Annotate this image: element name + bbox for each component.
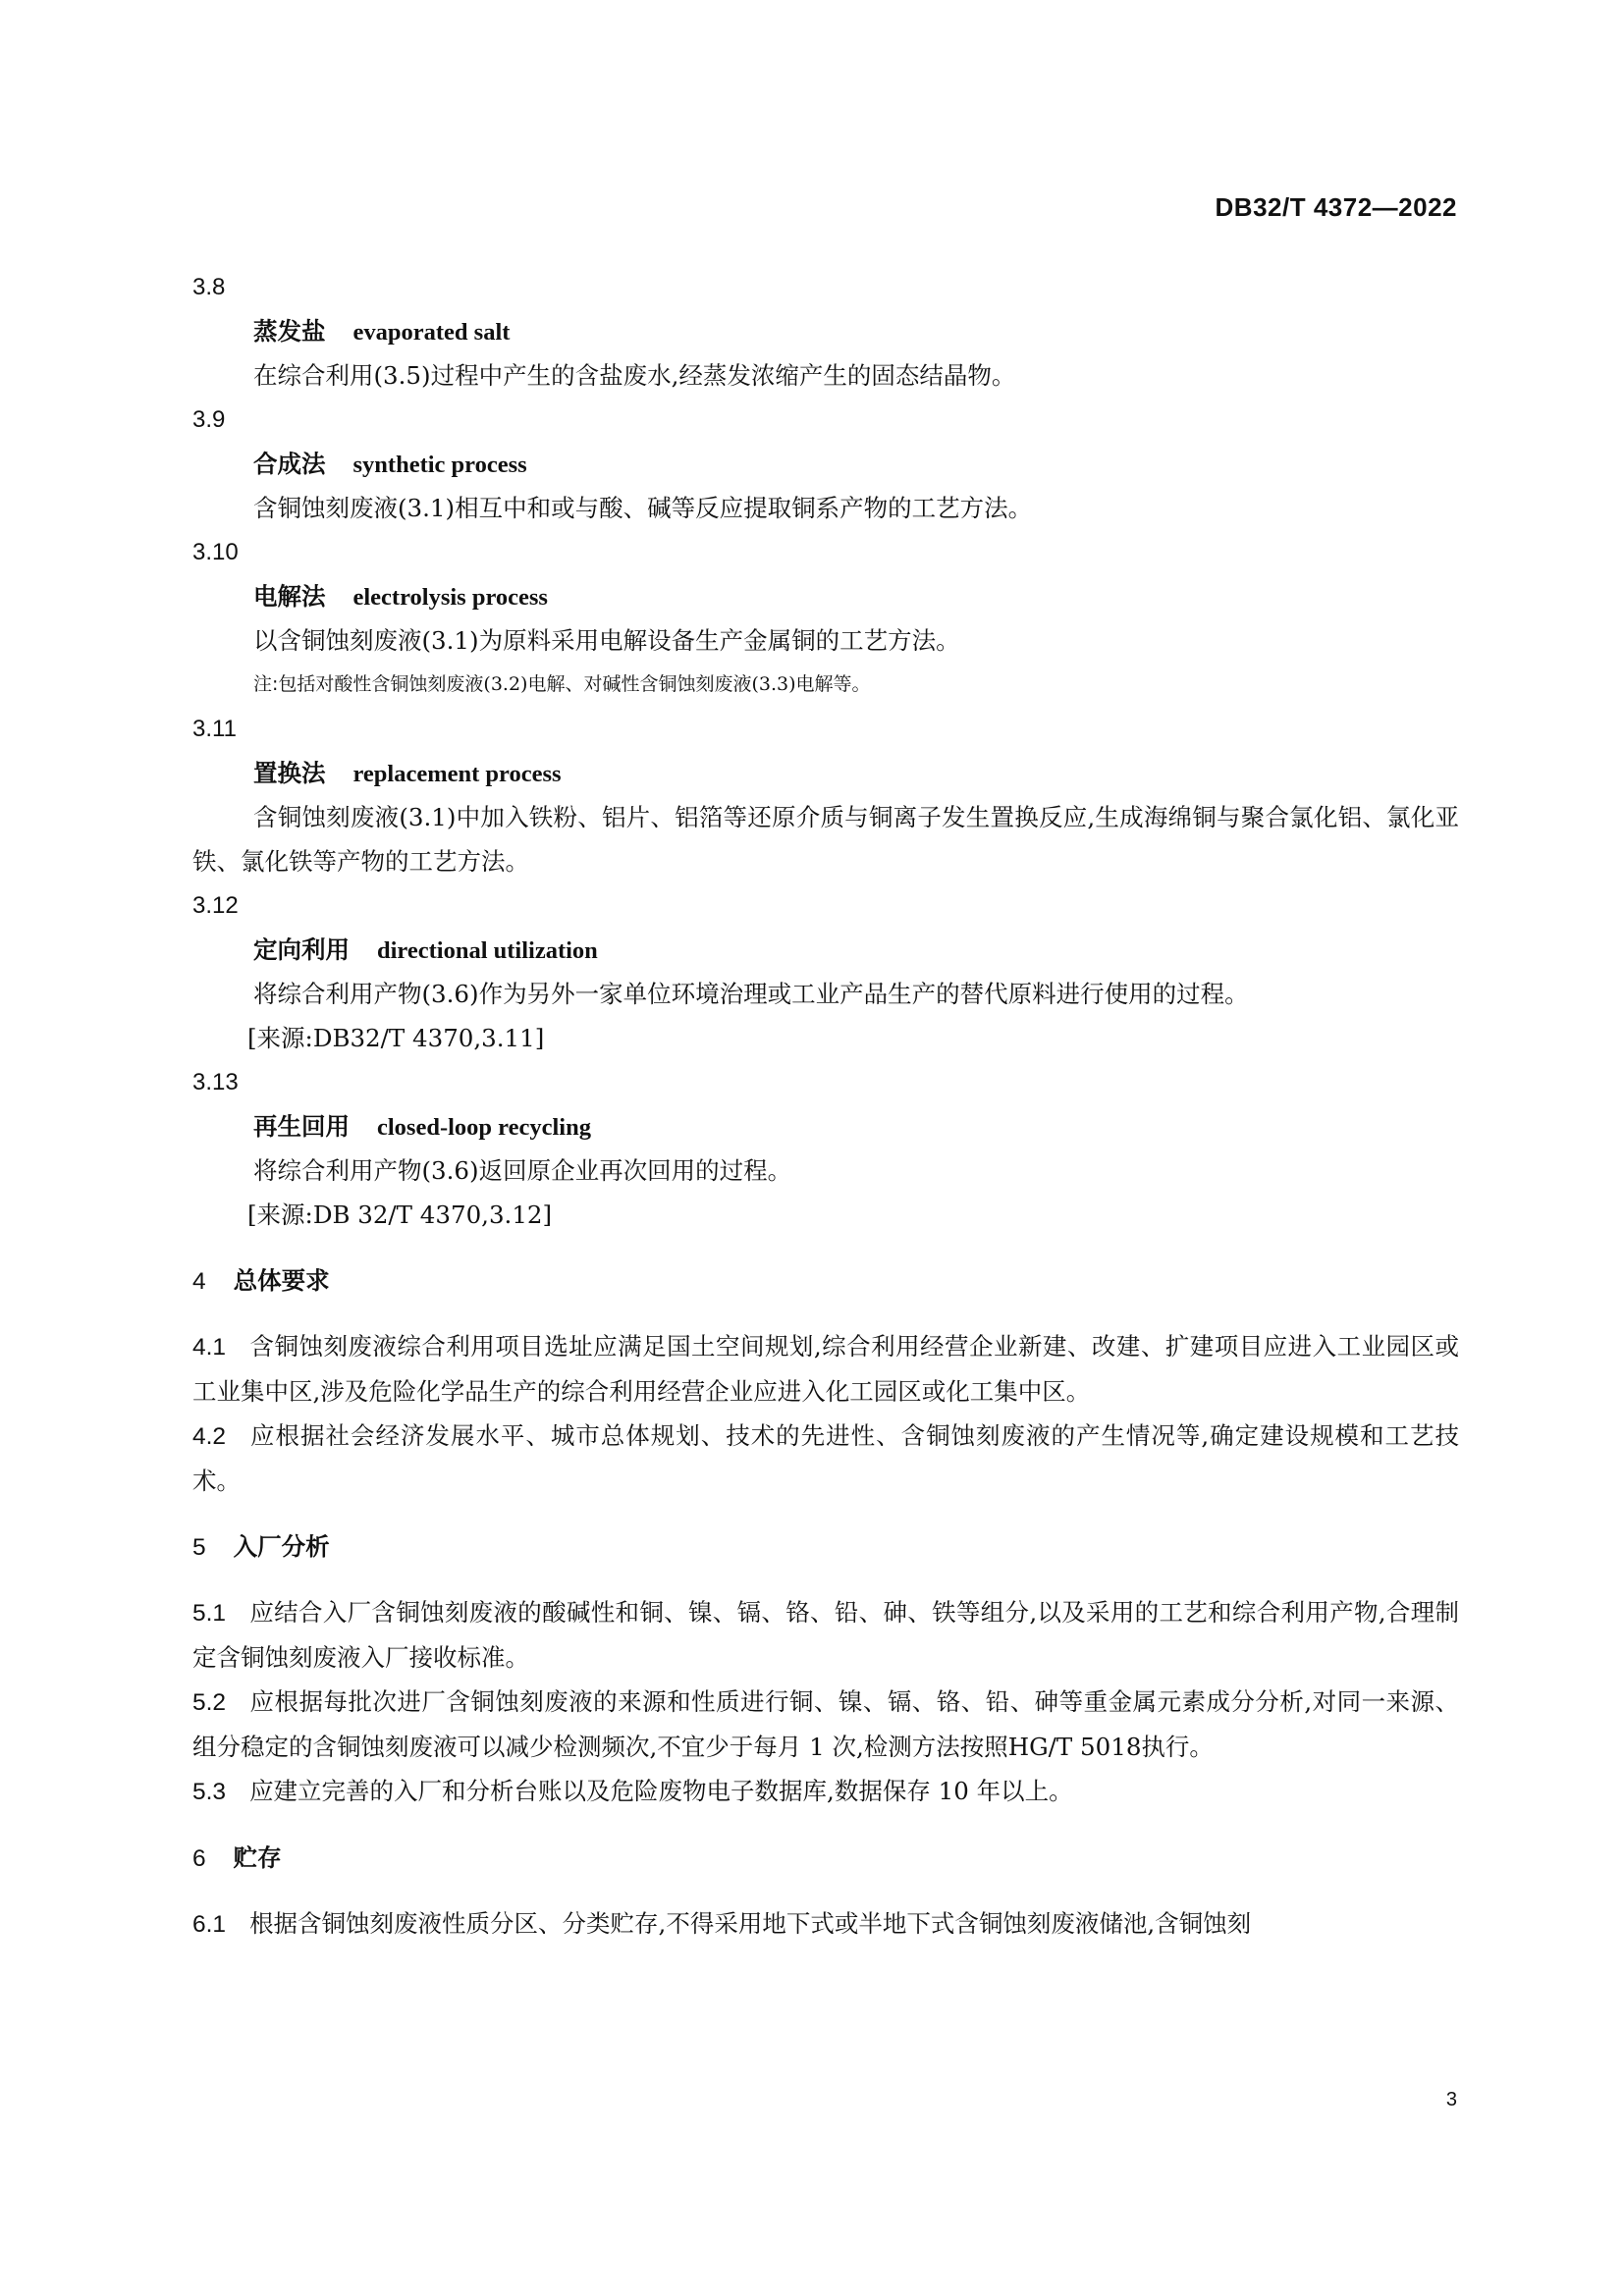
- term-english-name: evaporated salt: [352, 319, 511, 346]
- note-label: 注:: [253, 673, 279, 695]
- section-heading: [192, 1258, 1459, 1303]
- term-entry: [192, 398, 1459, 530]
- section-title: 入厂分析: [233, 1532, 330, 1561]
- clause-text: 应根据每批次进厂含铜蚀刻废液的来源和性质进行铜、镍、镉、铬、铅、砷等重金属元素成分分析,对同一来源、组分稳定的含铜蚀刻废液可以减少检测频次,不宜少于每月 1 次,检测方法按照HG/T 5018执行。: [192, 1687, 1459, 1761]
- term-definition: 含铜蚀刻废液(3.1)相互中和或与酸、碱等反应提取铜系产物的工艺方法。: [253, 494, 1033, 522]
- term-number: 3.8: [192, 274, 226, 300]
- term-title: [192, 309, 1459, 353]
- term-definition: 含铜蚀刻废液(3.1)中加入铁粉、铝片、铝箔等还原介质与铜离子发生置换反应,生成海绵铜与聚合氯化铝、氯化亚铁、氯化铁等产物的工艺方法。: [192, 803, 1459, 876]
- clause: [192, 1414, 1459, 1503]
- clause-number: 4.2: [192, 1423, 227, 1450]
- section-title: 总体要求: [233, 1266, 330, 1295]
- clause: [192, 1590, 1459, 1680]
- term-title: [192, 928, 1459, 972]
- clause: [192, 1324, 1459, 1414]
- page-content: [192, 265, 1459, 1947]
- term-title: [192, 751, 1459, 795]
- term-definition: 在综合利用(3.5)过程中产生的含盐废水,经蒸发浓缩产生的固态结晶物。: [253, 361, 1016, 390]
- term-chinese-name: 合成法: [253, 450, 326, 478]
- clause-number: 4.1: [192, 1334, 227, 1361]
- term-english-name: closed-loop recycling: [377, 1114, 591, 1141]
- term-entry: [192, 883, 1459, 1060]
- note-text: 包括对酸性含铜蚀刻废液(3.2)电解、对碱性含铜蚀刻废液(3.3)电解等。: [278, 673, 871, 695]
- term-source: [来源:DB 32/T 4370,3.12]: [247, 1201, 553, 1229]
- clause: [192, 1769, 1459, 1814]
- term-english-name: synthetic process: [352, 452, 527, 478]
- term-english-name: electrolysis process: [352, 584, 548, 611]
- term-definition: 将综合利用产物(3.6)返回原企业再次回用的过程。: [253, 1156, 792, 1185]
- clause-text: 根据含铜蚀刻废液性质分区、分类贮存,不得采用地下式或半地下式含铜蚀刻废液储池,含铜蚀刻: [249, 1909, 1252, 1938]
- section-number: 4: [192, 1268, 206, 1295]
- clause-number: 5.3: [192, 1779, 227, 1805]
- clause-number: 6.1: [192, 1911, 227, 1938]
- clause: [192, 1901, 1459, 1947]
- term-chinese-name: 蒸发盐: [253, 317, 326, 346]
- term-entry: [192, 265, 1459, 398]
- term-english-name: replacement process: [352, 761, 562, 787]
- clause-text: 应结合入厂含铜蚀刻废液的酸碱性和铜、镍、镉、铬、铅、砷、铁等组分,以及采用的工艺和综合利用产物,合理制定含铜蚀刻废液入厂接收标准。: [192, 1598, 1459, 1672]
- term-number: 3.13: [192, 1069, 239, 1095]
- clause-text: 应根据社会经济发展水平、城市总体规划、技术的先进性、含铜蚀刻废液的产生情况等,确定建设规模和工艺技术。: [192, 1421, 1459, 1495]
- term-title: [192, 574, 1459, 618]
- section-heading: [192, 1524, 1459, 1569]
- clause-text: 应建立完善的入厂和分析台账以及危险废物电子数据库,数据保存 10 年以上。: [249, 1777, 1073, 1805]
- term-number: 3.12: [192, 892, 239, 919]
- term-chinese-name: 电解法: [253, 582, 326, 611]
- term-definition: 以含铜蚀刻废液(3.1)为原料采用电解设备生产金属铜的工艺方法。: [253, 626, 960, 655]
- term-note: [192, 663, 1459, 707]
- section-heading: [192, 1836, 1459, 1880]
- clause-number: 5.2: [192, 1689, 227, 1716]
- term-number: 3.9: [192, 406, 226, 433]
- term-english-name: directional utilization: [377, 937, 598, 964]
- term-chinese-name: 定向利用: [253, 935, 350, 964]
- clause-number: 5.1: [192, 1600, 227, 1627]
- section-number: 5: [192, 1534, 206, 1561]
- term-chinese-name: 置换法: [253, 759, 326, 787]
- clause: [192, 1680, 1459, 1769]
- page-number: 3: [1445, 2089, 1457, 2110]
- term-chinese-name: 再生回用: [253, 1112, 350, 1141]
- term-number: 3.10: [192, 539, 239, 565]
- term-entry: [192, 1060, 1459, 1237]
- term-entry: [192, 530, 1459, 707]
- term-entry: [192, 707, 1459, 883]
- clause-text: 含铜蚀刻废液综合利用项目选址应满足国土空间规划,综合利用经营企业新建、改建、扩建项目应进入工业园区或工业集中区,涉及危险化学品生产的综合利用经营企业应进入化工园区或化工集中区。: [192, 1332, 1459, 1406]
- term-title: [192, 1104, 1459, 1148]
- term-number: 3.11: [192, 716, 237, 742]
- section-number: 6: [192, 1845, 206, 1872]
- term-definition: 将综合利用产物(3.6)作为另外一家单位环境治理或工业产品生产的替代原料进行使用的过程。: [253, 980, 1249, 1008]
- standard-code: DB32/T 4372—2022: [1215, 192, 1457, 222]
- term-title: [192, 442, 1459, 486]
- section-title: 贮存: [233, 1843, 282, 1872]
- term-source: [来源:DB32/T 4370,3.11]: [247, 1024, 545, 1052]
